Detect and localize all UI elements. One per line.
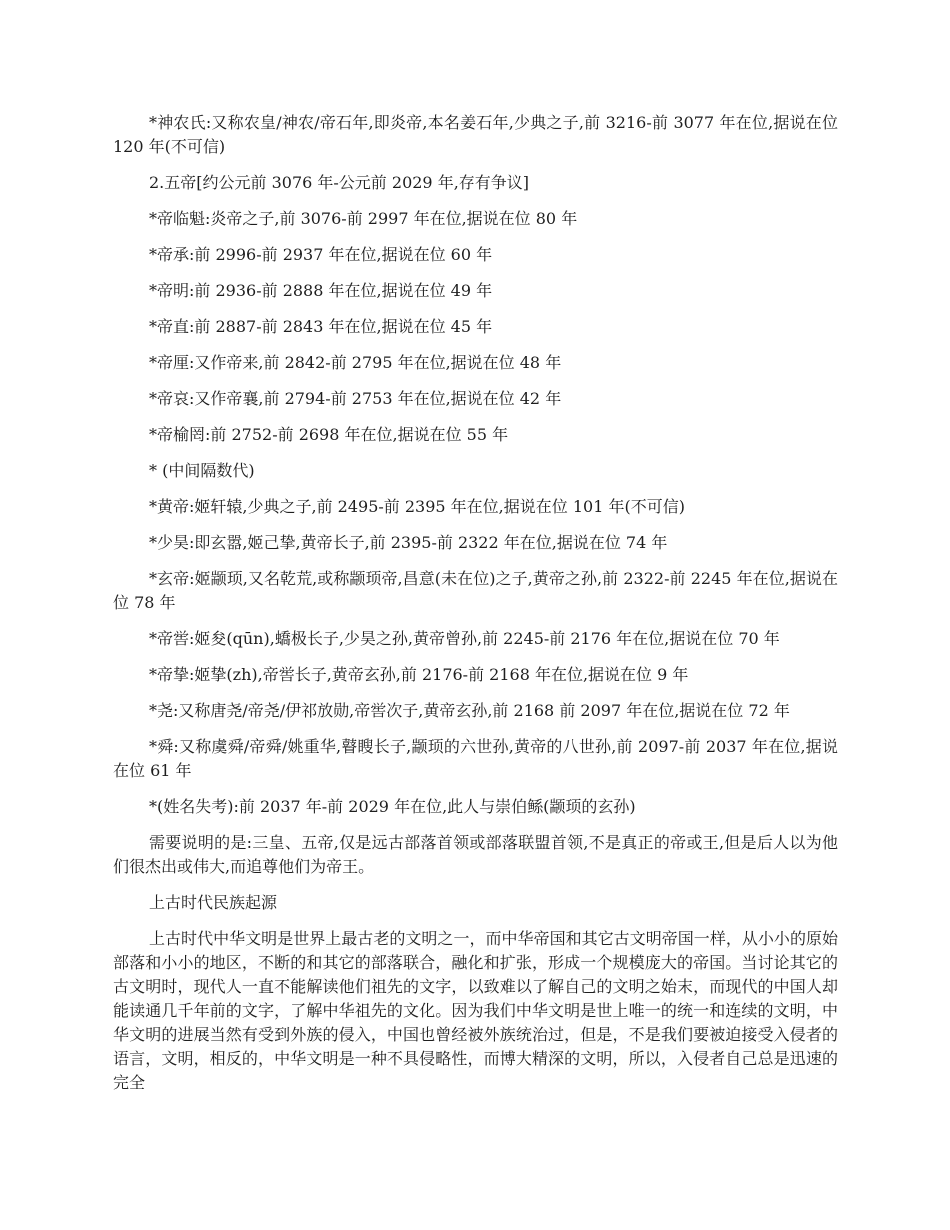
entry-diming: *帝明:前 2936-前 2888 年在位,据说在位 49 年	[149, 281, 493, 300]
entry-unknown: *(姓名失考):前 2037 年-前 2029 年在位,此人与崇伯鲧(颛顼的玄孙)	[149, 797, 636, 816]
entry-shaohao: *少昊:即玄嚣,姬己挚,黄帝长子,前 2395-前 2322 年在位,据说在位 74 年	[149, 533, 668, 552]
entry-dilinkui: *帝临魁:炎帝之子,前 3076-前 2997 年在位,据说在位 80 年	[149, 209, 578, 228]
body-paragraph: 上古时代中华文明是世界上最古老的文明之一，而中华帝国和其它古文明帝国一样，从小小的原始部落和小小的地区，不断的和其它的部落联合，融化和扩张，形成一个规模庞大的帝国。当讨论其它的古文明时，现代人一直不能解读他们祖先的文字，以致难以了解自己的文明之始末，而现代的中国人却能读通几千年前的文字，了解中华祖先的文化。因为我们中华文明是世上唯一的统一和连续的文明，中华文明的进展当然有受到外族的侵入，中国也曾经被外族统治过，但是，不是我们要被迫接受入侵者的语言，文明，相反的，中华文明是一种不具侵略性，而博大精深的文明，所以，入侵者自己总是迅速的完全	[113, 929, 838, 1092]
entry-yao: *尧:又称唐尧/帝尧/伊祁放勋,帝喾次子,黄帝玄孙,前 2168 前 2097 年在位,据说在位 72 年	[149, 701, 790, 720]
entry-huangdi: *黄帝:姬轩辕,少典之子,前 2495-前 2395 年在位,据说在位 101 年(不可信)	[149, 497, 685, 516]
entry-xuandi: *玄帝:姬颛顼,又名乾荒,或称颛顼帝,昌意(未在位)之子,黄帝之孙,前 2322-前 2245 年在位,据说在位 78 年	[113, 569, 838, 612]
entry-diai: *帝哀:又作帝襄,前 2794-前 2753 年在位,据说在位 42 年	[149, 389, 562, 408]
entry-dicheng: *帝承:前 2996-前 2937 年在位,据说在位 60 年	[149, 245, 493, 264]
section-heading-origins: 上古时代民族起源	[149, 893, 278, 912]
entry-shennong: *神农氏:又称农皇/神农/帝石年,即炎帝,本名姜石年,少典之子,前 3216-前 3077 年在位,据说在位 120 年(不可信)	[113, 113, 838, 156]
entry-dizhi-2: *帝挚:姬挚(zh),帝喾长子,黄帝玄孙,前 2176-前 2168 年在位,据说在位 9 年	[149, 665, 689, 684]
entry-gap-note: * (中间隔数代)	[149, 461, 255, 480]
entry-diku: *帝喾:姬夋(qūn),蟜极长子,少昊之孙,黄帝曾孙,前 2245-前 2176 年在位,据说在位 70 年	[149, 629, 780, 648]
entry-shun: *舜:又称虞舜/帝舜/姚重华,瞽瞍长子,颛顼的六世孙,黄帝的八世孙,前 2097-前 2037 年在位,据说在位 61 年	[113, 737, 838, 780]
entry-dizhi: *帝直:前 2887-前 2843 年在位,据说在位 45 年	[149, 317, 493, 336]
section-heading-wudi: 2.五帝[约公元前 3076 年-公元前 2029 年,存有争议]	[149, 173, 530, 192]
entry-diyuwang: *帝榆罔:前 2752-前 2698 年在位,据说在位 55 年	[149, 425, 509, 444]
note-paragraph: 需要说明的是:三皇、五帝,仅是远古部落首领或部落联盟首领,不是真正的帝或王,但是后人以为他们很杰出或伟大,而追尊他们为帝王。	[113, 833, 838, 876]
document-page	[113, 111, 838, 1095]
entry-dili: *帝厘:又作帝来,前 2842-前 2795 年在位,据说在位 48 年	[149, 353, 562, 372]
